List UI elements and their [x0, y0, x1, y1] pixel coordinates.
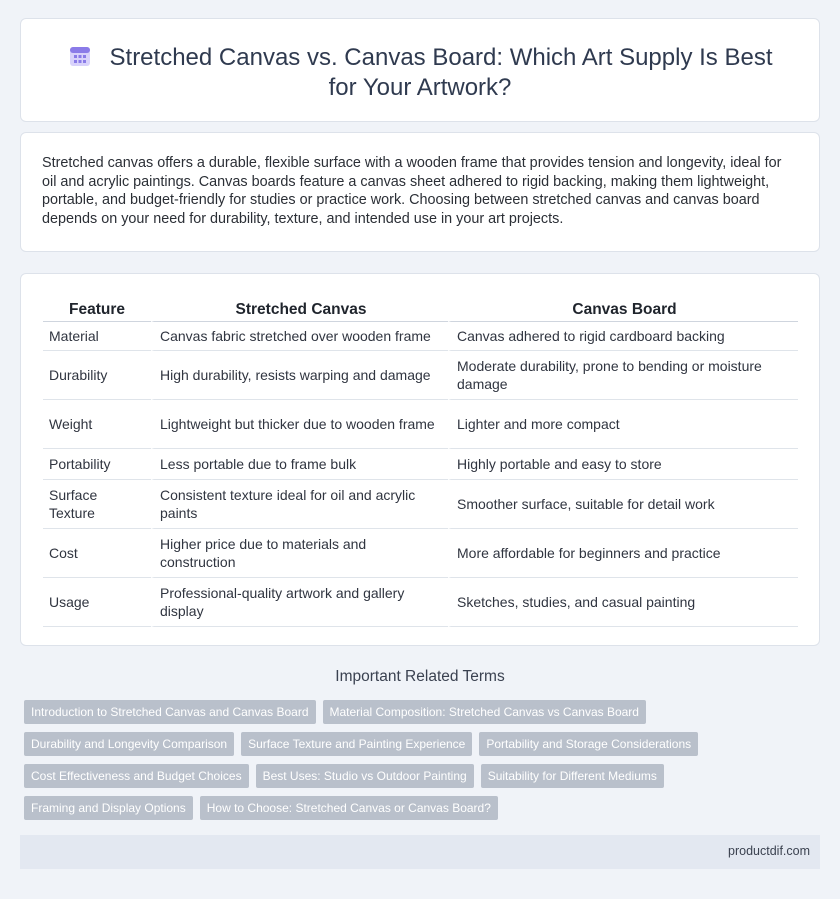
- table-header-row: [43, 296, 798, 322]
- row-feature: Durability: [43, 351, 151, 400]
- row-canvas-board: Lighter and more compact: [448, 400, 798, 449]
- related-tag[interactable]: Material Composition: Stretched Canvas vs Canvas Board: [323, 700, 646, 724]
- page-title: Stretched Canvas vs. Canvas Board: Which Art Supply Is Best for Your Artwork?: [109, 44, 773, 101]
- row-canvas-board: More affordable for beginners and practice: [448, 529, 798, 578]
- table-row: [43, 449, 798, 480]
- comparison-table: [43, 296, 798, 627]
- table-row: [43, 322, 798, 351]
- intro-paragraph: Stretched canvas offers a durable, flexible surface with a wooden frame that provides tension and longevity, ideal for oil and acrylic paintings. Canvas boards feature a canvas sheet adhered to rigid backing, making them lightweight, portable, and budget-friendly for studies or practice work. Choosing between stretched canvas and canvas board depends on your need for durability, texture, and intended use in your art projects.: [42, 155, 782, 227]
- footer-site-name[interactable]: productdif.com: [728, 844, 810, 858]
- row-feature: Usage: [43, 578, 151, 627]
- table-row: [43, 578, 798, 627]
- row-canvas-board: Canvas adhered to rigid cardboard backing: [448, 322, 798, 351]
- row-stretched-canvas: Consistent texture ideal for oil and acrylic paints: [151, 480, 448, 529]
- row-canvas-board: Sketches, studies, and casual painting: [448, 578, 798, 627]
- related-tag[interactable]: Introduction to Stretched Canvas and Canvas Board: [24, 700, 316, 724]
- related-tag[interactable]: Portability and Storage Considerations: [479, 732, 698, 756]
- row-stretched-canvas: Professional-quality artwork and gallery display: [151, 578, 448, 627]
- row-feature: Material: [43, 322, 151, 351]
- page-title-wrap: [51, 43, 789, 103]
- table-row: [43, 351, 798, 400]
- related-tag[interactable]: Suitability for Different Mediums: [481, 764, 664, 788]
- related-tag[interactable]: Durability and Longevity Comparison: [24, 732, 234, 756]
- related-terms-tags: [24, 700, 804, 828]
- header-canvas-board: Canvas Board: [448, 296, 798, 322]
- tag-row: [24, 700, 804, 724]
- table-row: [43, 480, 798, 529]
- row-stretched-canvas: Less portable due to frame bulk: [151, 449, 448, 480]
- row-feature: Portability: [43, 449, 151, 480]
- row-canvas-board: Smoother surface, suitable for detail work: [448, 480, 798, 529]
- related-tag[interactable]: Framing and Display Options: [24, 796, 193, 820]
- grid-calendar-icon: [68, 44, 92, 68]
- row-stretched-canvas: High durability, resists warping and damage: [151, 351, 448, 400]
- row-stretched-canvas: Canvas fabric stretched over wooden frame: [151, 322, 448, 351]
- related-tag[interactable]: Best Uses: Studio vs Outdoor Painting: [256, 764, 474, 788]
- row-feature: Surface Texture: [43, 480, 151, 529]
- comparison-card: [20, 273, 820, 646]
- row-stretched-canvas: Higher price due to materials and construction: [151, 529, 448, 578]
- title-card: [20, 18, 820, 122]
- header-feature: Feature: [43, 296, 151, 322]
- tag-row: [24, 732, 804, 756]
- related-terms-title: Important Related Terms: [335, 668, 505, 685]
- row-feature: Cost: [43, 529, 151, 578]
- footer-bar: [20, 835, 820, 869]
- intro-card: [20, 132, 820, 252]
- row-canvas-board: Moderate durability, prone to bending or moisture damage: [448, 351, 798, 400]
- tag-row: [24, 764, 804, 788]
- header-stretched-canvas: Stretched Canvas: [151, 296, 448, 322]
- row-feature: Weight: [43, 400, 151, 449]
- related-tag[interactable]: How to Choose: Stretched Canvas or Canvas Board?: [200, 796, 498, 820]
- row-canvas-board: Highly portable and easy to store: [448, 449, 798, 480]
- tag-row: [24, 796, 804, 820]
- table-row: [43, 400, 798, 449]
- related-tag[interactable]: Cost Effectiveness and Budget Choices: [24, 764, 249, 788]
- related-tag[interactable]: Surface Texture and Painting Experience: [241, 732, 472, 756]
- row-stretched-canvas: Lightweight but thicker due to wooden frame: [151, 400, 448, 449]
- table-row: [43, 529, 798, 578]
